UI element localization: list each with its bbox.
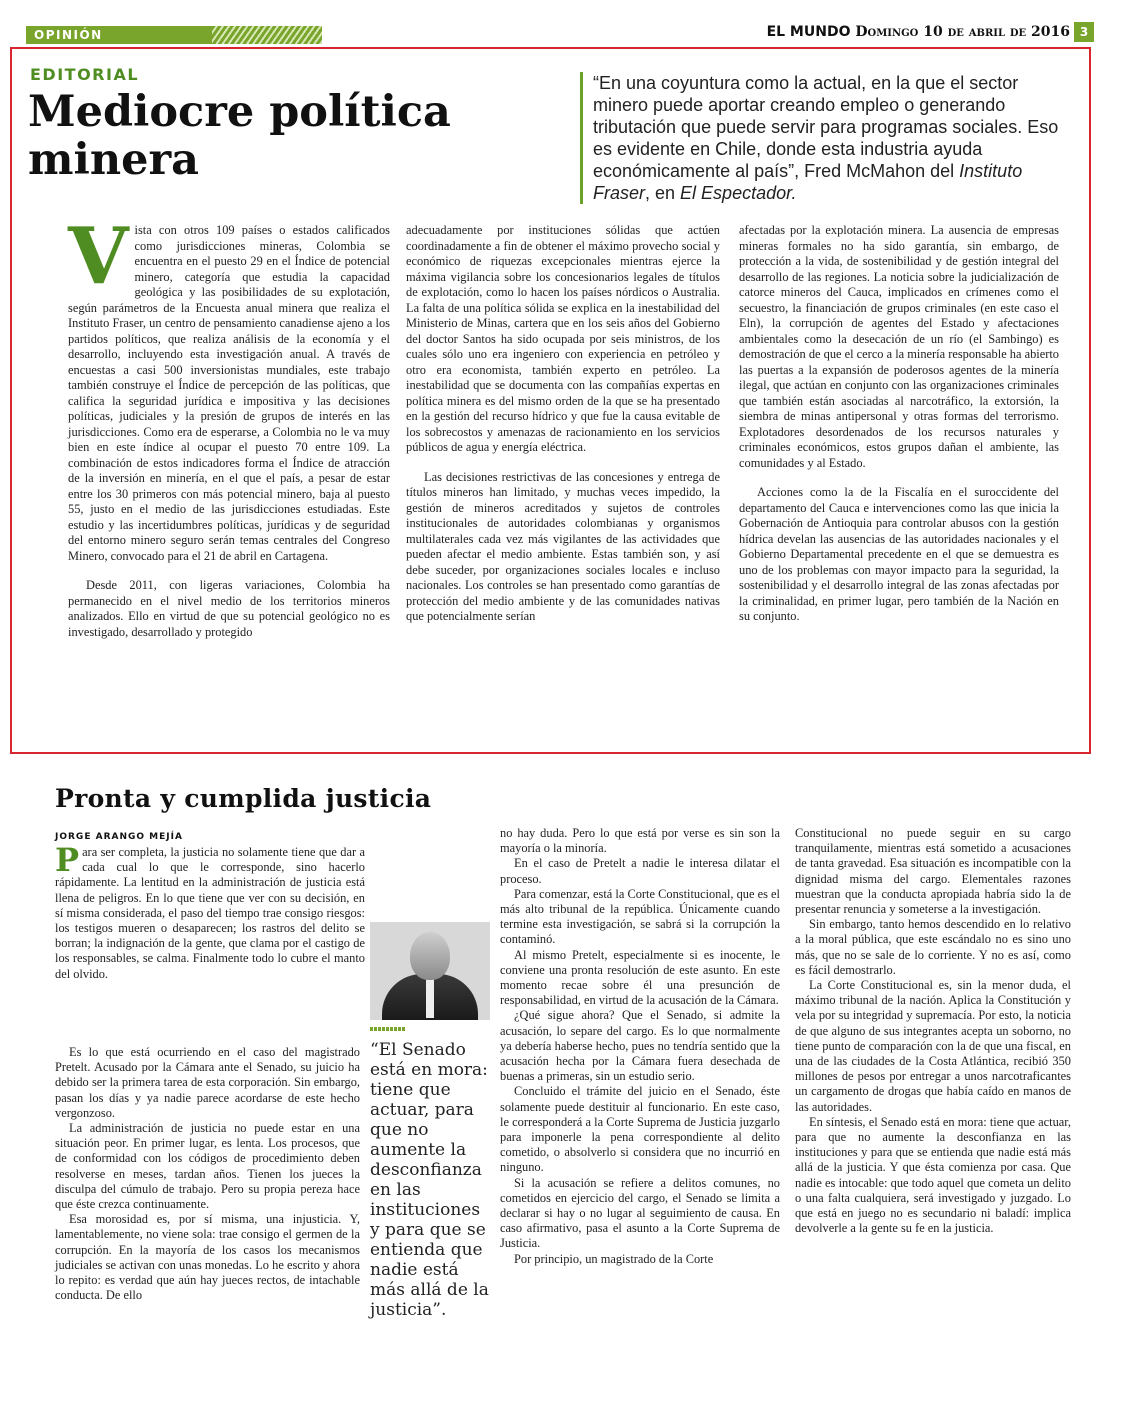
quote-mid: , en xyxy=(645,183,681,203)
section-label: OPINIÓN xyxy=(34,28,103,42)
paragraph: adecuadamente por instituciones sólidas que actúen coordinadamente a fin de obtener el máximo provecho social y económico de riquezas excepcionales mientras ejerce la máxima vigilancia sobre los concesionarios legales de títulos de explotación, como lo hacen los países nórdicos o Australia. La falta de una política sólida se explica en la inestabilidad del Ministerio de Minas, cartera que en los seis años del Gobierno del doctor Santos ha sido ocupada por seis ministros, de los cuales sólo uno era ingeniero con experiencia en petróleo y otro era economista, también experto en petróleo. La inestabilidad que se documenta con las compañías expertas en política minera es del mismo orden de la que se ha presentado en la gestión del recurso hídrico y que fue la causa evitable de los sobrecostos y amenazas de racionamiento en los servicios públicos de agua y energía eléctrica. xyxy=(406,223,720,454)
masthead xyxy=(767,24,1070,40)
paragraph: Desde 2011, con ligeras variaciones, Colombia ha permanecido en el nivel medio de los territorios mineros analizados. Ello en virtud de que su potencial geológico no es investigado, desarrollado y protegido xyxy=(68,578,390,639)
article-headline: Pronta y cumplida justicia xyxy=(55,784,432,813)
article-column-1-top xyxy=(55,841,365,982)
paragraph xyxy=(68,211,390,564)
author-photo xyxy=(370,922,490,1020)
editorial-kicker: EDITORIAL xyxy=(30,65,140,84)
paragraph: Constitucional no puede seguir en su cargo tranquilamente, mientras está sometido a acusaciones de tanta gravedad. Esa situación es incompatible con la dignidad misma del cargo. Elementales razones muestran que la conducta apropiada habría sido la de presentar renuncia y someterse a la investigación. xyxy=(795,826,1071,917)
paragraph: En síntesis, el Senado está en mora: tiene que actuar, para que no aumente la desconfianza en las instituciones y para que se entienda que nadie está más allá de la justicia. Y que ésta comienza por casa. Que nadie es intocable: que todo aquel que cometa un delito o una falta cualquiera, será investigado y juzgado. Lo que está en juego no es secundario ni baladí: implica devolverle a la gente su fe en la justicia. xyxy=(795,1114,1071,1236)
paragraph-text: ista con otros 109 países o estados calificados como jurisdicciones mineras, Colombia se encuentra en el puesto 29 en el Índice de potencial minero, categoría que estudia la capacidad geológica y las posibilidades de su explotación, según parámetros de la Encuesta anual minera que realiza el Instituto Fraser, un centro de pensamiento canadiense ajeno a los partidos políticos, que realiza análisis de la economía y el desarrollo, incluyendo esta investigación anual. A través de encuestas a casi 500 inversionistas mundiales, este trabajo también construye el Índice de percepción de las políticas, que califica la seguridad jurídica e impositiva y las decisiones políticas, judiciales y la presión de grupos de interés en las jurisdicciones. Como era de esperarse, a Colombia no le va muy bien en este índice al ocupar el puesto 70 entre 109. La combinación de estos indicadores forma el Índice de atracción de la inversión en minería, en el que el país, a pesar de estar entre los 30 primeros con más potencial minero, baja al puesto 55, justo en el medio de las jurisdicciones estudiadas. Este estudio y las incertidumbres políticas, jurídicas y de seguridad del entorno minero seguro serán temas centrales del Congreso Minero, convocado para el 21 de abril en Cartagena. xyxy=(68,223,390,563)
photo-head xyxy=(410,932,450,980)
editorial-quote xyxy=(580,72,1063,204)
issue-date: Domingo 10 de abril de 2016 xyxy=(855,24,1070,40)
paragraph: Esa morosidad es, por sí misma, una injusticia. Y, lamentablemente, no viene sola: trae consigo el germen de la corrupción. En la mayoría de los casos los mecanismos judiciales se activan con unas monedas. Lo he escrito y ahora lo repito: es verdad que aún hay jueces rectos, de intachable conducta. De ello xyxy=(55,1212,360,1303)
paragraph: Es lo que está ocurriendo en el caso del magistrado Pretelt. Acusado por la Cámara ante el Senado, su juicio ha debido ser la primera tarea de esta corporación. Sin embargo, pasan los días y ya nadie parece acordarse de este hecho vergonzoso. xyxy=(55,1045,360,1120)
article-column-2 xyxy=(500,826,780,1267)
photo-tie xyxy=(426,978,434,1018)
article-column-1-bottom xyxy=(55,1045,360,1303)
quote-source: Instituto Fraser xyxy=(593,161,1023,203)
paragraph: Las decisiones restrictivas de las concesiones y entrega de títulos mineros han limitado, y muchas veces impedido, la gestión de mineros acreditados y sujetos de controles institucionales de autoridades colombianas y organismos multilaterales cada vez más vigilantes de las actividades que pueden afectar el medio ambiente. Estas también son, y así debe suceder, por organizaciones sociales locales e incluso nacionales. Los controles se han presentado como garantías de protección del medio ambiente y de las comunidades nativas que potencialmente serían xyxy=(406,469,720,623)
paragraph: no hay duda. Pero lo que está por verse es sin son la mayoría o la minoría. xyxy=(500,826,780,856)
paragraph xyxy=(55,841,365,982)
section-tab xyxy=(26,26,322,44)
editorial-column-1 xyxy=(68,211,390,640)
editorial-column-2 xyxy=(406,223,720,625)
article-byline: JORGE ARANGO MEJÍA xyxy=(55,832,183,842)
paragraph: La administración de justicia no puede estar en una situación peor. En primer lugar, es lenta. Los procesos, que de conformidad con los códigos de procedimiento deben resolverse en meses, tardan años. Tienen los jueces la disculpa del cúmulo de trabajo. Pero su propia pereza hace que éste crezca continuamente. xyxy=(55,1121,360,1212)
editorial-headline: Mediocre política minera xyxy=(28,87,451,185)
paragraph: Al mismo Pretelt, especialmente si es inocente, le conviene una pronta resolución de este asunto. En este momento recae sobre él una presunción de responsabilidad, en virtud de la acusación de la Cámara. xyxy=(500,947,780,1008)
paragraph: En el caso de Pretelt a nadie le interesa dilatar el proceso. xyxy=(500,856,780,886)
photo-divider xyxy=(370,1027,406,1031)
paragraph: ¿Qué sigue ahora? Que el Senado, si admite la acusación, lo separe del cargo. Es lo que normalmente ya debería haberse hecho, pues no tendría sentido que la acusación hecha por la Cámara fuera desechada de buenas a primeras, sin un estudio serio. xyxy=(500,1008,780,1084)
paragraph-text: ara ser completa, la justicia no solamente tiene que dar a cada cual lo que le corresponde, sino hacerlo rápidamente. La lentitud en la administración de justicia está llena de peligros. En lo que tiene que ver con su decisión, en sí misma considerada, el paso del tiempo trae consigo riesgos: los testigos mueren o desaparecen; los rastros del delito se borran; la indignación de la gente, que clama por el castigo de los responsables, se calma. Finalmente todo lo cubre el manto del olvido. xyxy=(55,845,365,981)
paragraph: Si la acusación se refiere a delitos comunes, no cometidos en ejercicio del cargo, el Senado se limita a declarar si hay o no lugar al seguimiento de causa. En caso afirmativo, pasa el asunto a la Corte Suprema de Justicia. xyxy=(500,1175,780,1251)
pull-quote: “El Senado está en mora: tiene que actuar, para que no aumente la desconfianza en las instituciones y para que se entienda que nadie está más allá de la justicia”. xyxy=(370,1040,489,1320)
drop-cap: P xyxy=(55,841,80,879)
paragraph: La Corte Constitucional es, sin la menor duda, el máximo tribunal de la nación. Aplica la Constitución y vela por su integridad y supremacía. Por esto, la noticia de que alguno de sus integrantes acepta un soborno, no tiene punto de comparación con la de que una fiscal, en una de las ciudades de la Costa Atlántica, recibió 350 millones de pesos por entregar a unos narcotraficantes un cargamento de drogas que había caído en manos de las autoridades. xyxy=(795,978,1071,1114)
page-header xyxy=(26,22,1094,44)
quote-text: “En una coyuntura como la actual, en la que el sector minero puede aportar creando empleo o generando tributación que puede servir para programas sociales. Eso es evidente en Chile, donde esta industria ayuda económicamente al país”, Fred McMahon del xyxy=(593,73,1059,181)
editorial-column-3 xyxy=(739,223,1059,625)
drop-cap: V xyxy=(68,211,129,302)
paragraph: Para comenzar, está la Corte Constitucional, que es el más alto tribunal de la república. Únicamente cuando termine esta investigación, se sabrá si la corrupción la contaminó. xyxy=(500,886,780,947)
paragraph: Concluido el trámite del juicio en el Senado, éste solamente puede destituir al funcionario. En este caso, le corresponderá a la Corte Suprema de Justicia juzgarlo para imponerle la pena correspondiente al delito cometido, o absolverlo si considera que no incurrió en ninguno. xyxy=(500,1084,780,1175)
article-column-3 xyxy=(795,826,1071,1236)
paragraph: Por principio, un magistrado de la Corte xyxy=(514,1251,714,1266)
quote-paper: El Espectador. xyxy=(680,183,797,203)
newspaper-name: EL MUNDO xyxy=(766,24,851,40)
paragraph: afectadas por la explotación minera. La ausencia de empresas mineras formales no ha sido garantía, sin embargo, de protección a la vida, de sostenibilidad y de gestión integral del desarrollo de las regiones. La noticia sobre la judicialización de catorce mineros del Cauca, implicados en crímenes como el secuestro, la financiación de grupos criminales (en este caso el Eln), la corrupción de agentes del Estado y afectaciones ambientales como la desecación de un río (el Sambingo) es demostración de que el cerco a la minería responsable ha abierto las puertas a la expansión de poderosos agentes de la minería ilegal, que actúan en conjunto con las organizaciones criminales que también están asociadas al narcotráfico, la extorsión, la siembra de minas antipersonal y otras formas del terrorismo. Explotadores desordenados de los recursos naturales y criminales económicos, estos grupos dañan el ambiente, las comunidades y al Estado. xyxy=(739,223,1059,470)
paragraph: Sin embargo, tanto hemos descendido en lo relativo a la moral pública, que este escándalo no es sino uno más, que no se sale de lo corriente. Y no es así, como es fácil demostrarlo. xyxy=(795,917,1071,977)
page-number: 3 xyxy=(1074,22,1094,42)
paragraph: Acciones como la de la Fiscalía en el suroccidente del departamento del Cauca e intervenciones como las que inicia la Gobernación de Antioquia para controlar abusos con la gestión hídrica develan las ausencias de las autoridades nacionales y el Gobierno Departamental precedente en el que se demuestra es uno de los problemas con mayor impacto para la seguridad, la sostenibilidad y el desarrollo integral de las zonas afectadas por la criminalidad, en primer lugar, pero también de la Nación en su conjunto. xyxy=(739,485,1059,623)
